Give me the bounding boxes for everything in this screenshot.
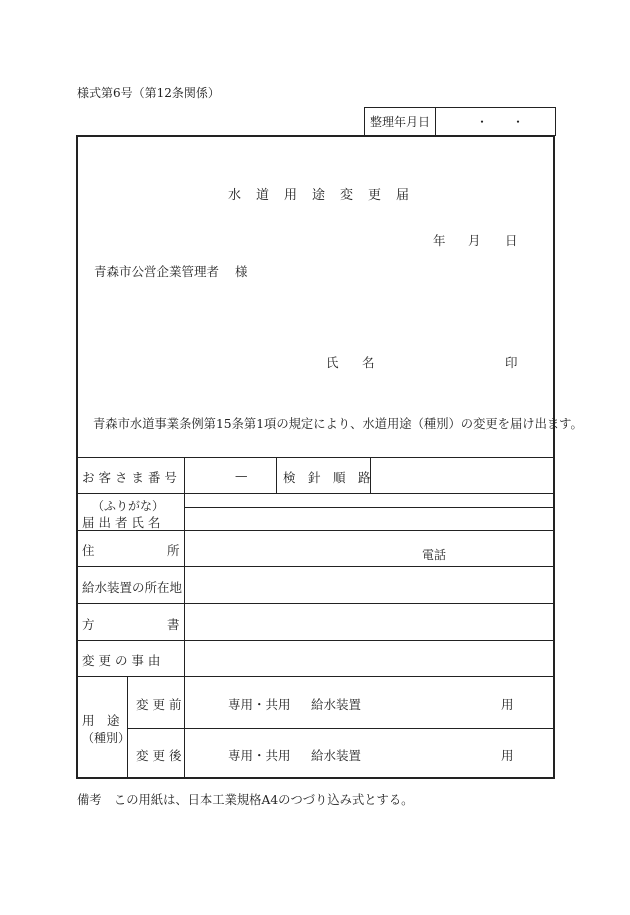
change-reason-field[interactable] [186, 642, 553, 675]
date-day-label: 日 [505, 233, 518, 248]
device-location-label: 給水装置の所在地 [82, 580, 183, 595]
before-supply-device: 給水装置 [311, 697, 362, 712]
date-year-label: 年 [433, 233, 446, 248]
title-char: 届 [396, 188, 410, 203]
usage-label-3: （種別） [82, 731, 131, 745]
seal-mark: 印 [505, 355, 518, 370]
after-exclusive-shared[interactable]: 専用・共用 [228, 748, 291, 763]
customer-number-field[interactable] [186, 459, 275, 492]
care-of-label-1: 方 [82, 617, 95, 632]
form-number: 様式第6号（第12条関係） [77, 86, 220, 100]
furigana-field[interactable] [186, 494, 553, 506]
applicant-name-label: 届 出 者 氏 名 [82, 515, 161, 530]
before-change-label: 変 更 前 [136, 697, 182, 712]
device-location-field[interactable] [186, 568, 553, 602]
usage-label-1: 用 [82, 713, 95, 728]
applicant-name-field[interactable] [186, 509, 553, 529]
statement: 青森市水道事業条例第15条第1項の規定により、水道用途（種別）の変更を届け出ます。 [93, 417, 583, 431]
title-char: 道 [256, 188, 270, 203]
title-char: 水 [228, 188, 242, 203]
furigana-label: （ふりがな） [92, 499, 165, 513]
title-char: 途 [312, 188, 326, 203]
phone-label: 電話 [422, 548, 447, 562]
name-label-1: 氏 [326, 355, 339, 370]
after-use-suffix: 用 [501, 748, 514, 763]
after-change-label: 変 更 後 [136, 748, 182, 763]
addressee: 青森市公営企業管理者 [94, 264, 220, 279]
meter-route-field[interactable] [372, 459, 553, 492]
arrangement-date-label: 整理年月日 [370, 115, 431, 129]
change-reason-label: 変 更 の 事 由 [82, 653, 161, 668]
before-use-suffix: 用 [501, 697, 514, 712]
address-label-2: 所 [167, 543, 180, 558]
address-label-1: 住 [82, 543, 95, 558]
after-supply-device: 給水装置 [311, 748, 362, 763]
care-of-field[interactable] [186, 605, 553, 639]
date-month-label: 月 [468, 233, 481, 248]
title-char: 用 [284, 188, 298, 203]
usage-label-2: 途 [107, 713, 120, 728]
before-exclusive-shared[interactable]: 専用・共用 [228, 697, 291, 712]
customer-number-label: お 客 さ ま 番 号 [82, 470, 177, 485]
addressee-honorific: 様 [235, 264, 248, 279]
address-field[interactable] [186, 532, 553, 565]
name-label-2: 名 [362, 355, 375, 370]
customer-number-dash: — [235, 468, 248, 483]
footer-note: 備考 この用紙は、日本工業規格A4のつづり込み式とする。 [77, 793, 414, 807]
care-of-label-2: 書 [167, 617, 180, 632]
arrangement-date-value[interactable]: ・ ・ [476, 115, 525, 129]
title-char: 変 [340, 188, 354, 203]
title-char: 更 [368, 188, 382, 203]
meter-route-label: 検 針 順 路 [283, 470, 371, 485]
